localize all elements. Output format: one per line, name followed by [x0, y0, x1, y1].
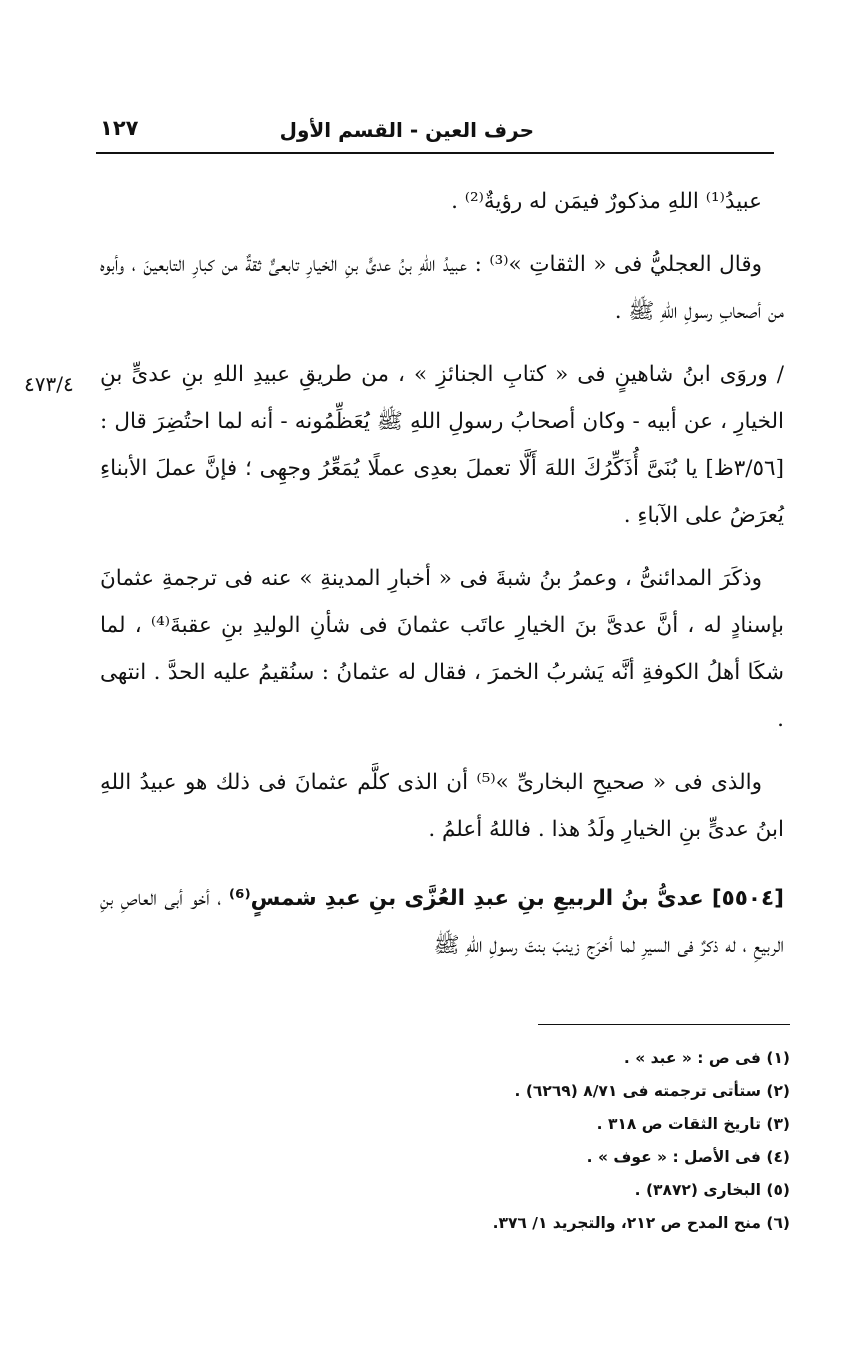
paragraph: عبيدُ⁽¹⁾ اللهِ مذكورٌ فيمَن له رؤيةٌ⁽²⁾ .: [451, 189, 762, 214]
page-header: [96, 112, 774, 154]
footnotes: [300, 1042, 790, 1240]
footnote: (٣) تاريخ الثقات ص ٣١٨ .: [596, 1115, 790, 1133]
footnote: (١) فى ص : « عبد » .: [623, 1049, 790, 1067]
running-title: حرف العين - القسم الأول: [279, 118, 534, 142]
paragraph: وقال العجليُّ فى « الثقاتِ »⁽³⁾ : عبيدُ اللهِ بنُ عدىٍّ بنِ الخيارِ تابعىٌّ ثقةٌ من كبارِ التابعينَ ، وأبوه من أصحابِ رسولِ اللهِ ﷺ .: [100, 252, 784, 324]
paragraph: والذى فى « صحيحِ البخارىِّ »⁽⁵⁾ أن الذى كلَّم عثمانَ فى ذلك هو عبيدُ اللهِ ابنُ عدىٍّ بنِ الخيارِ ولَدُ هذا . فاللهُ أعلمُ .: [100, 770, 784, 842]
footnote: (٥) البخارى (٣٨٧٢) .: [634, 1181, 790, 1199]
paragraph: وذكَرَ المدائنىُّ ، وعمرُ بنُ شبةَ فى « أخبارِ المدينةِ » عنه فى ترجمةِ عثمانَ بإسنادٍ له ، أنَّ عدىَّ بنَ الخيارِ عاتَب عثمانَ فى شأنِ الوليدِ بنِ عقبةَ⁽⁴⁾ ، لما شكَا أهلُ الكوفةِ أنَّه يَشربُ الخمرَ ، فقال له عثمانُ : سنُقيمُ عليه الحدَّ . انتهى .: [100, 566, 784, 732]
footnote-divider: [538, 1024, 790, 1025]
page-number: ١٢٧: [100, 116, 139, 140]
paragraph: / وروَى ابنُ شاهينٍ فى « كتابِ الجنائزِ » ، من طريقِ عبيدِ اللهِ بنِ عدىٍّ بنِ الخيارِ ، عن أبيه - وكان أصحابُ رسولِ اللهِ ﷺ يُعَظِّمُونه - أنه لما احتُضِرَ قال : [٣/٥٦ظ] يا بُنَىَّ أُذَكِّرُكَ اللهَ أَلَّا تعملَ بعدِى عملًا يُمَعِّرُ وجهِى ؛ فإنَّ عملَ الأبناءِ يُعرَضُ على الآباءِ .: [100, 362, 784, 528]
volume-page-reference: ٤٧٣/٤: [24, 372, 74, 396]
entry-paragraph: [100, 875, 784, 969]
footnote: (٦) منح المدح ص ٢١٢، والتجريد ١/ ٣٧٦.: [492, 1214, 790, 1232]
entry-heading: [٥٥٠٤] عدىُّ بنُ الربيعِ بنِ عبدِ العُزَّى بنِ عبدِ شمسٍ⁽⁶⁾: [228, 886, 784, 911]
footnote: (٤) فى الأصل : « عوف » .: [586, 1148, 790, 1166]
main-text: [100, 178, 784, 969]
entry-text: ، أخو أبى العاصِ بنِ الربيعِ ، له ذكرٌ فى السيرِ لما أخرَج زينبَ بنتَ رسولِ اللهِ ﷺ: [100, 886, 784, 958]
footnote: (٢) ستأتى ترجمته فى ٨/٧١ (٦٢٦٩) .: [514, 1082, 790, 1100]
